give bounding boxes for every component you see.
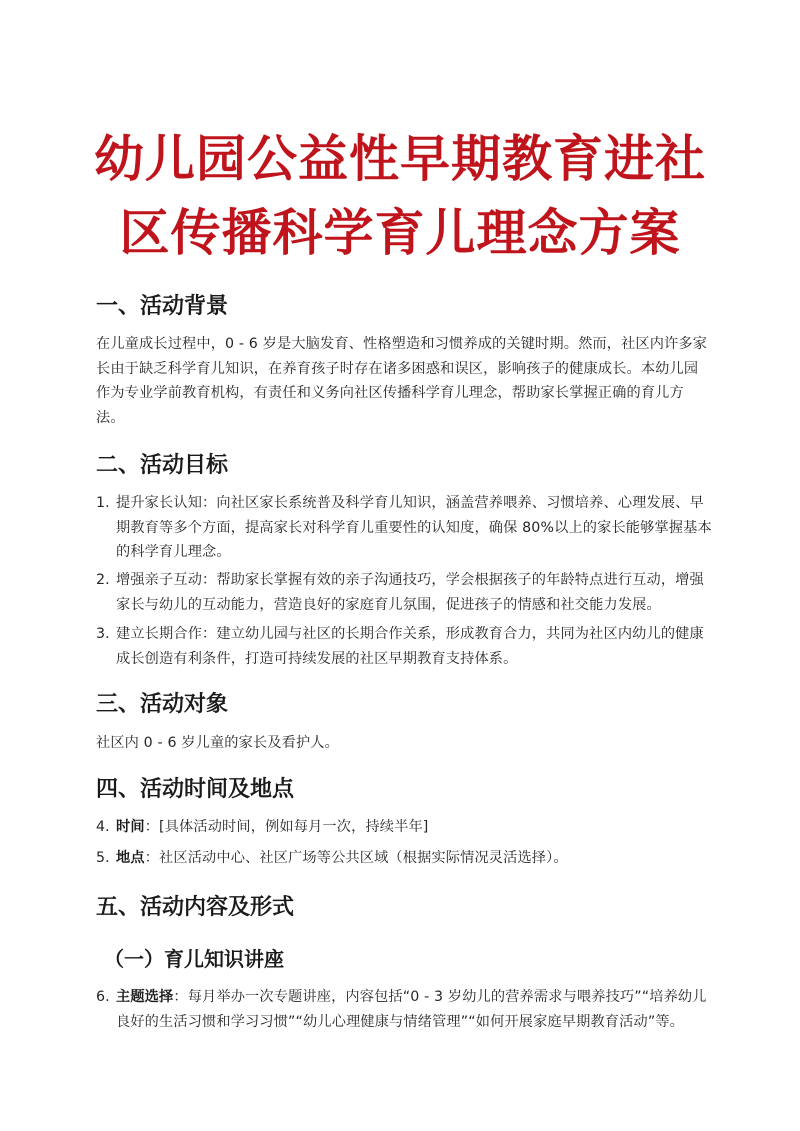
list-text: 提升家长认知：向社区家长系统普及科学育儿知识，涵盖营养喂养、习惯培养、心理发展、早期教育等多个方面，提高家长对科学育儿重要性的认知度，确保 80%以上的家长能够掌握基本的科学育儿理念。 xyxy=(116,495,712,560)
list-number: 2. xyxy=(96,572,110,588)
list-number: 6. xyxy=(96,989,110,1005)
list-number: 4. xyxy=(96,819,110,835)
section-heading-audience: 三、活动对象 xyxy=(96,692,229,717)
list-label: 主题选择 xyxy=(116,989,174,1005)
section-heading-content: 五、活动内容及形式 xyxy=(96,895,295,920)
goal-item-2 xyxy=(96,568,712,617)
list-text: ：社区活动中心、社区广场等公共区域（根据实际情况灵活选择）。 xyxy=(144,850,568,866)
section-heading-background: 一、活动背景 xyxy=(96,294,229,319)
goal-item-1 xyxy=(96,491,712,565)
list-text: ：[具体活动时间，例如每月一次，持续半年] xyxy=(144,819,429,835)
section-heading-time-place: 四、活动时间及地点 xyxy=(96,777,295,802)
audience-paragraph: 社区内 0 - 6 岁儿童的家长及看护人。 xyxy=(96,735,339,751)
list-text: 建立长期合作：建立幼儿园与社区的长期合作关系，形成教育合力，共同为社区内幼儿的健康成长创造有利条件，打造可持续发展的社区早期教育支持体系。 xyxy=(116,626,704,667)
list-number: 5. xyxy=(96,850,110,866)
list-text: ：每月举办一次专题讲座，内容包括“0 - 3 岁幼儿的营养需求与喂养技巧”“培养幼儿良好的生活习惯和学习习惯”“幼儿心理健康与情绪管理”“如何开展家庭早期教育活动”等。 xyxy=(116,989,707,1030)
document-title xyxy=(60,122,740,270)
section-heading-goals: 二、活动目标 xyxy=(96,453,229,478)
place-item xyxy=(96,846,712,871)
title-line-1: 幼儿园公益性早期教育进社 xyxy=(94,130,706,188)
title-line-2: 区传播科学育儿理念方案 xyxy=(119,204,681,262)
background-paragraph: 在儿童成长过程中，0 - 6 岁是大脑发育、性格塑造和习惯养成的关键时期。然而，社区内许多家长由于缺乏科学育儿知识，在养育孩子时存在诸多困惑和误区，影响孩子的健康成长。本幼儿园作为专业学前教育机构，有责任和义务向社区传播科学育儿理念，帮助家长掌握正确的育儿方法。 xyxy=(96,336,708,426)
goal-item-3 xyxy=(96,622,712,671)
list-label: 时间 xyxy=(116,819,145,835)
time-item xyxy=(96,815,712,840)
list-number: 3. xyxy=(96,626,110,642)
list-text: 增强亲子互动：帮助家长掌握有效的亲子沟通技巧，学会根据孩子的年龄特点进行互动，增强家长与幼儿的互动能力，营造良好的家庭育儿氛围，促进孩子的情感和社交能力发展。 xyxy=(116,572,704,613)
lecture-topic-item xyxy=(96,985,712,1034)
subsection-heading-lectures: （一）育儿知识讲座 xyxy=(104,947,284,971)
list-label: 地点 xyxy=(116,850,145,866)
list-number: 1. xyxy=(96,495,110,511)
